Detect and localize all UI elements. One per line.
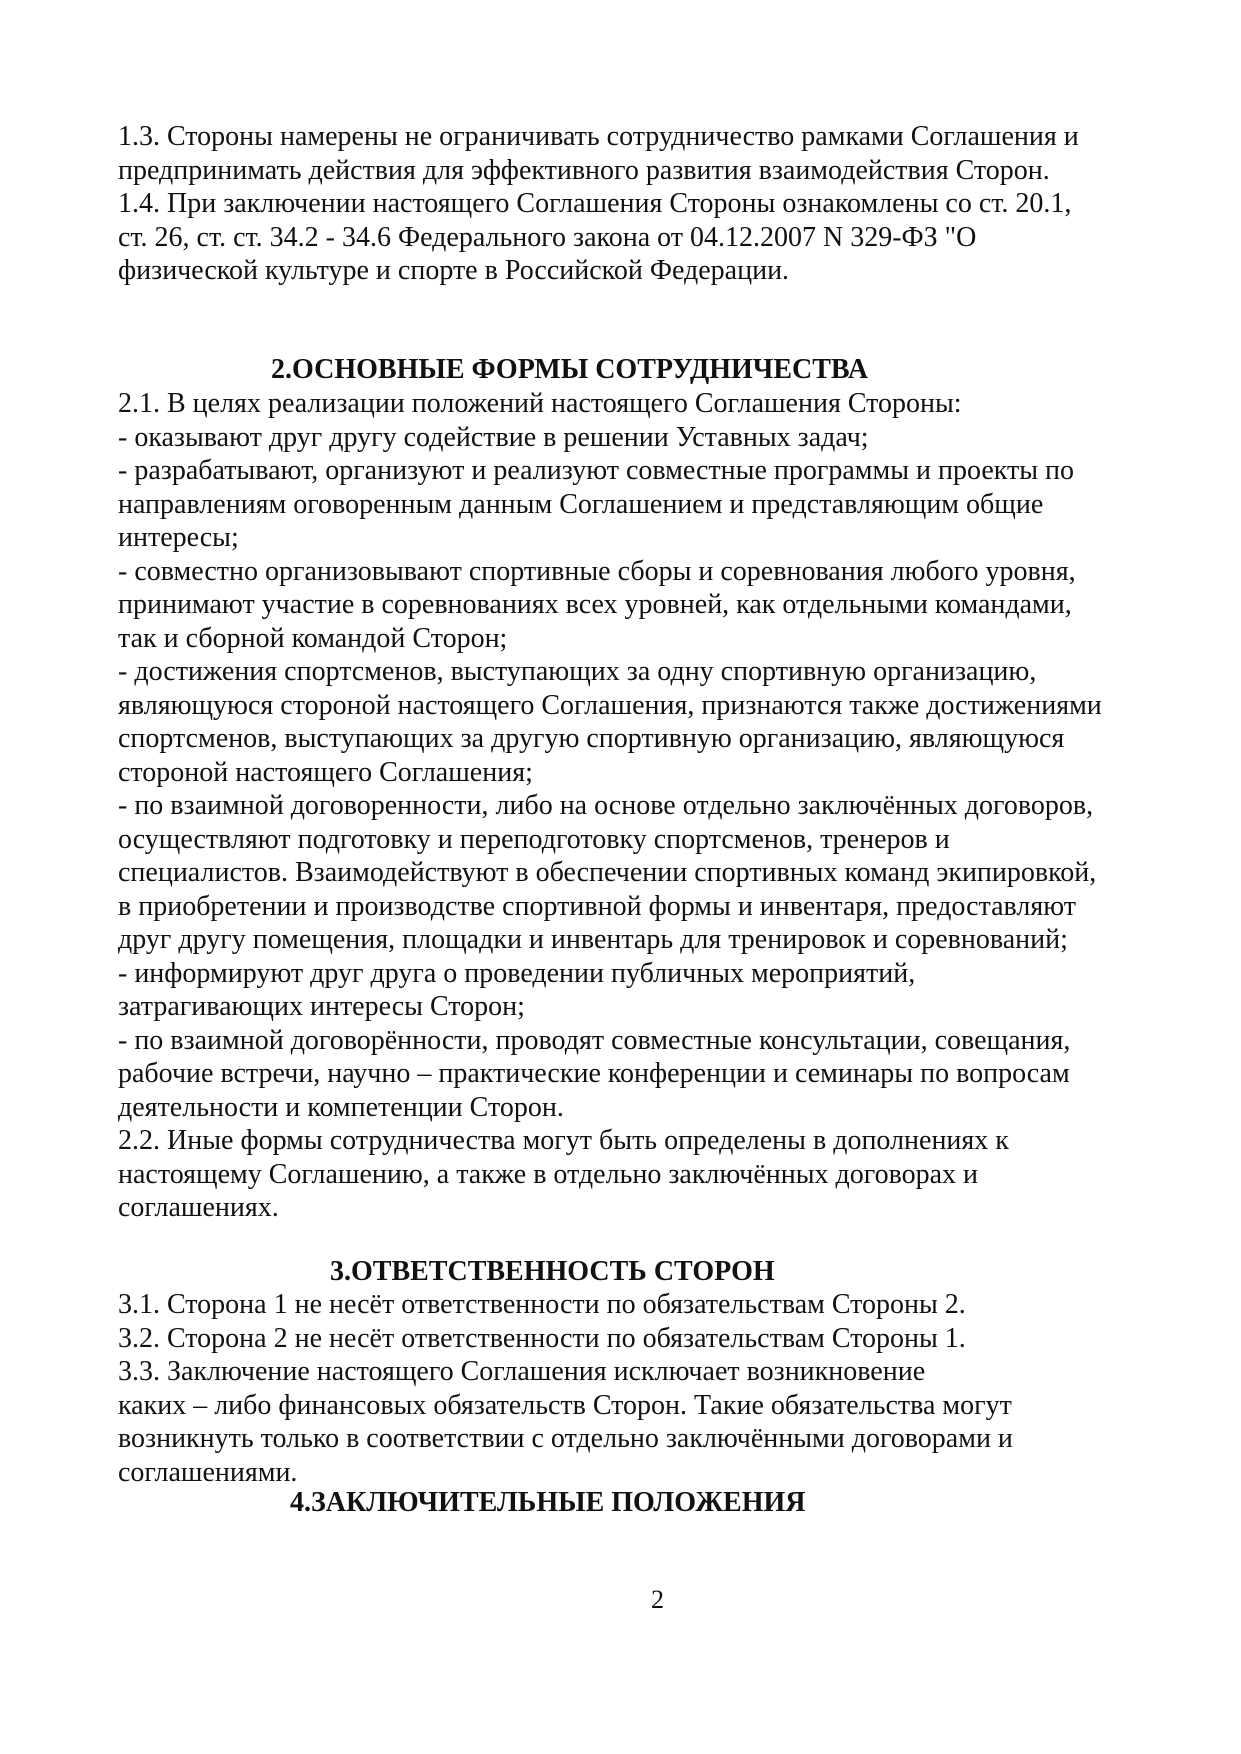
paragraph-line: 3.2. Сторона 2 не несёт ответственности по обязательствам Стороны 1. <box>118 1322 966 1354</box>
paragraph-line: осуществляют подготовку и переподготовку спортсменов, тренеров и <box>118 823 950 855</box>
section-3-text <box>118 1288 1178 1489</box>
paragraph-line: принимают участие в соревнованиях всех уровней, как отдельными командами, <box>118 589 1072 620</box>
section-1-text <box>118 120 1178 288</box>
paragraph-line: настоящему Соглашению, а также в отдельно заключённых договорах и <box>118 1158 979 1190</box>
paragraph-line: - по взаимной договорённости, проводят совместные консультации, совещания, <box>118 1024 1071 1056</box>
paragraph-line: - достижения спортсменов, выступающих за одну спортивную организацию, <box>118 656 1037 687</box>
section-4-heading: 4.ЗАКЛЮЧИТЕЛЬНЫЕ ПОЛОЖЕНИЯ <box>290 1487 806 1518</box>
paragraph-line: - информируют друг друга о проведении публичных мероприятий, <box>118 957 916 989</box>
paragraph-line: соглашениями. <box>118 1456 298 1488</box>
paragraph-line: интересы; <box>118 522 239 553</box>
paragraph-line: так и сборной командой Сторон; <box>118 622 508 654</box>
paragraph-line: 1.3. Стороны намерены не ограничивать сотрудничество рамками Соглашения и <box>118 121 1079 152</box>
page-number: 2 <box>651 1585 664 1614</box>
section-2-heading: 2.ОСНОВНЫЕ ФОРМЫ СОТРУДНИЧЕСТВА <box>271 354 869 385</box>
paragraph-line: предпринимать действия для эффективного развития взаимодействия Сторон. <box>118 154 1050 186</box>
paragraph-line: 1.4. При заключении настоящего Соглашения Стороны ознакомлены со ст. 20.1, <box>118 188 1072 219</box>
paragraph-line: 2.2. Иные формы сотрудничества могут быть определены в дополнениях к <box>118 1125 1009 1156</box>
paragraph-line: рабочие встречи, научно – практические конференции и семинары по вопросам <box>118 1058 1070 1089</box>
paragraph-line: друг другу помещения, площадки и инвентарь для тренировок и соревнований; <box>118 924 1068 955</box>
paragraph-line: физической культуре и спорте в Российской Федерации. <box>118 255 790 286</box>
paragraph-line: 3.1. Сторона 1 не несёт ответственности по обязательствам Стороны 2. <box>118 1289 966 1320</box>
section-2-text <box>118 387 1178 1225</box>
paragraph-line: 2.1. В целях реализации положений настоящего Соглашения Стороны: <box>118 388 962 419</box>
paragraph-line: - оказывают друг другу содействие в решении Уставных задач; <box>118 421 869 453</box>
section-3-heading: 3.ОТВЕТСТВЕННОСТЬ СТОРОН <box>330 1256 775 1287</box>
paragraph-line: 3.3. Заключение настоящего Соглашения исключает возникновение <box>118 1356 926 1387</box>
paragraph-line: специалистов. Взаимодействуют в обеспечении спортивных команд экипировкой, <box>118 857 1097 888</box>
paragraph-line: являющуюся стороной настоящего Соглашения, признаются также достижениями <box>118 689 1102 721</box>
paragraph-line: затрагивающих интересы Сторон; <box>118 991 525 1022</box>
paragraph-line: - совместно организовывают спортивные сборы и соревнования любого уровня, <box>118 555 1076 587</box>
paragraph-line: спортсменов, выступающих за другую спортивную организацию, являющуюся <box>118 723 1065 754</box>
paragraph-line: возникнуть только в соответствии с отдельно заключёнными договорами и <box>118 1423 1013 1454</box>
paragraph-line: соглашениях. <box>118 1192 279 1223</box>
paragraph-line: деятельности и компетенции Сторон. <box>118 1091 564 1123</box>
paragraph-line: стороной настоящего Соглашения; <box>118 756 533 788</box>
paragraph-line: - разрабатывают, организуют и реализуют совместные программы и проекты по <box>118 455 1075 486</box>
paragraph-line: в приобретении и производстве спортивной формы и инвентаря, предоставляют <box>118 890 1077 922</box>
paragraph-line: направлениям оговоренным данным Соглашением и представляющим общие <box>118 488 1044 520</box>
paragraph-line: - по взаимной договоренности, либо на основе отдельно заключённых договоров, <box>118 790 1094 821</box>
paragraph-line: каких – либо финансовых обязательств Сторон. Такие обязательства могут <box>118 1389 1012 1421</box>
paragraph-line: ст. 26, ст. ст. 34.2 - 34.6 Федерального закона от 04.12.2007 N 329-ФЗ "О <box>118 221 977 253</box>
